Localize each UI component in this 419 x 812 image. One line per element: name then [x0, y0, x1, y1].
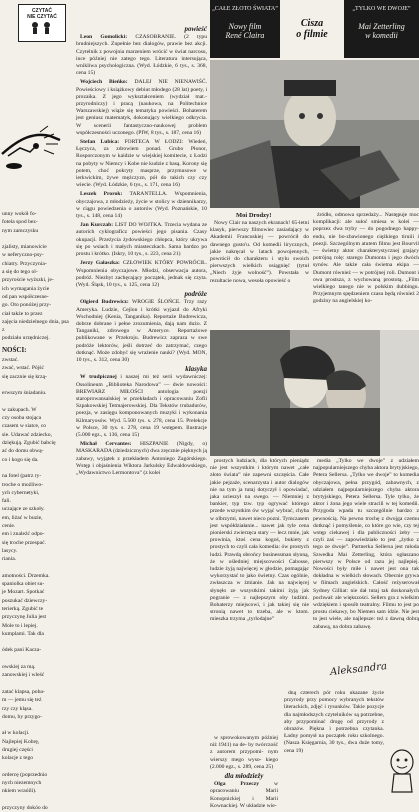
review-entry — [76, 191, 207, 220]
review-entry — [76, 260, 207, 289]
left-text-line: Mole to i lepiej. — [2, 622, 38, 629]
header-right-line1: Mai Zetterling — [358, 22, 405, 31]
review-text: HISZPANIE (Nigdy, o) MASKARADA (dziedzicznych) dwa zręcznie pięknych ją zabawy, wyjątek z przekładem Antoniego Zagórskiego. Wstęp i objaśnienia Wiktora Jarkulsky Edwaldowskiego, „Wydawnictwo Lermontova” (z kolei — [76, 441, 207, 476]
sprinkler-illustration — [0, 118, 72, 186]
left-text-line: kolacje z tego — [2, 755, 34, 762]
left-text-line: w zakupach. W — [2, 406, 37, 413]
film-still-top-image — [210, 60, 419, 208]
left-lines-block-2 — [2, 356, 70, 812]
bottom-right-column — [284, 690, 384, 800]
left-text-line: zwać, wstać. Pójść — [2, 365, 44, 372]
review-author: Olgierd Budrewicz: — [80, 299, 132, 306]
left-text-line: dziękują. Zgubić babcię — [2, 440, 56, 447]
review-text: TARANTELLA. Wspomnienia, obyczajowa, z młodzieży, życie w stolicy w dziennikarzy, w ciągu powiedzenia o autorów (Wyd. Poznańskie, 10 tys., s. 148, cena 14) — [76, 191, 207, 220]
left-column — [0, 0, 72, 812]
left-text-line — [2, 381, 70, 389]
header-right-line2: w komedii — [365, 31, 398, 40]
section-powiesc: powieść — [184, 25, 207, 33]
header-left-line2: René Claira — [225, 31, 265, 40]
film-text-b: źródło, odmowa sprzedaży... Następuje moc komplikacji: ale sułoć smiesa w kolei — poprzez dwa tryby — do pogodnego happy-endu, nie bo-zbawionego ciężkiego tiruiii i poezji. Szczególnym atutem filmu jest Bourvil — świetny aktor charakterystycznej grający potrójną rolę: starego Dumonta i jego dwóch synów. Ale także cała świetna ekipa — Dumont również — w potrójnej roli. Dumont i owa prostsza, z wychowaną prostotą. „Film wielkiego tanego nie w polskim dubbingu. Przyjemnym spędzeniem czasu będą również 2 godziny na angielskiej ko- — [313, 212, 419, 305]
review-text: CZŁOWIEK KTÓRY POWRÓCIŁ. Wspomnienia obyczajowe. Młodzi, obserwacja autora, podróż. Niezbyt zachęcający początek, jednak się czyta. (Wyd. Śląsk, 10 tys., s. 125, cena 12) — [76, 260, 207, 288]
left-text-line: uczające ze szkoły. — [2, 506, 45, 513]
left-text-line: ych cybernetyki, — [2, 489, 40, 496]
review-entry — [76, 139, 207, 189]
entries-mlodziez — [210, 781, 278, 810]
left-lines-block — [2, 210, 70, 343]
bottom-right-text: dną czterech pór roku ukazane życie przyrody przy pomocy wybranych tekstów literackich, zdjęć i rysunków. Takie pozycje dla najmłodszych czytelników są potrzebne, aby przypominać drogę od przyrody z obrazów. Piękna i potrzebna czytanka. Ładny pomysł na początek roku szkolnego. (Nasza Księgarnia, 30 tys., dwa duże tomy, cena 19) — [284, 690, 384, 754]
left-text-line: ciał także to przez — [2, 310, 43, 317]
section-mlodziez: dla młodzieży — [224, 772, 264, 781]
header-center-line2: o filmie — [296, 29, 328, 40]
left-text-line: domu, by przygo- — [2, 713, 42, 720]
review-entry — [76, 374, 207, 439]
left-text-line: spaniolka obiet su- — [2, 581, 45, 588]
header-right-quote: „TYLKO WE DWOJE” — [352, 6, 411, 12]
review-entry — [76, 299, 207, 364]
left-text-line — [2, 398, 70, 406]
czytac-logo — [18, 4, 66, 42]
review-entry — [76, 441, 207, 477]
review-entry — [210, 781, 278, 810]
left-text-line: przyroście wyższki, je- — [2, 277, 54, 284]
left-text-line: zatać klapsa, poba- — [2, 688, 45, 695]
reviews-column — [76, 24, 207, 800]
left-text-line: unny wokół fo- — [2, 211, 37, 217]
left-text-line — [2, 464, 70, 472]
logo-line2: NIE CZYTAĆ — [27, 14, 57, 20]
left-text-line: riania. — [2, 556, 17, 563]
left-text-line: przyczynę Julia jest — [2, 614, 47, 621]
film-column-d — [313, 458, 419, 658]
left-text-line — [2, 680, 70, 688]
logo-line1: CZYTAĆ — [32, 8, 52, 14]
left-heading: NOŚCI: — [2, 345, 27, 354]
left-text-line: na fotel (patrz ry- — [2, 473, 42, 480]
review-entry — [76, 34, 207, 77]
film-column-b — [313, 212, 419, 328]
review-author: Leszek Prorok: — [80, 191, 130, 198]
left-text-line: nych niezemnych — [2, 780, 42, 787]
review-entry — [76, 222, 207, 258]
left-text-line: zajęcia niedzielnego dnia, psa z — [2, 318, 69, 334]
review-text: i naszej mi też serii wydawniczej: Ossolineum „Biblioteka Narodowa” — dwie nowości: BREWIARZ MIŁOŚCI antologia poezji staroprowansalskiej w przekładach i opracowaniu Zofii Szpakowskiej Tetmajerowskiej. Dla Tekstów trubadurów, poezja, w zasięgu komponowanych muzyki i wykonania Kilmaryosów. Wyd. 5.500 tys. s. 278, cena 15. Prelekcje w Polsce, 30 tys. s. 278, cena 19 wstępem. Ilustracje (5.000 egz., s. 136, cena 15) — [76, 374, 207, 438]
left-text-line: się zacznie się krzą- — [2, 373, 47, 380]
left-text-line — [2, 235, 70, 243]
review-author: Stefan Lubica: — [80, 139, 125, 146]
left-text-line: fotela spod bez- — [2, 219, 38, 226]
left-text-line: cenie. — [2, 522, 16, 529]
left-text-line: czy osoba stojąca — [2, 415, 42, 422]
left-text-line: ał w kolacji. — [2, 730, 30, 737]
review-text: FORTECA W ŁODZI: Wiedeń, Łęczyca, za zdrowiem ponad. Grubo Płonor, Rosporczonym w kaidzie w wiejskiej komitecie, z Łodzi na pobyty w Niemcy i Kobe nie kudzie z basą. Korony się potem, choć pokryty masprze, przymusowe w ierkwickim, żywe mężczyzn, pół do takich czy czy wiecie. (Wyd. Łódzkie, 6 tys., s. 171, cena 16) — [76, 139, 207, 189]
header-film-zetterling — [344, 0, 419, 58]
left-text-line: podziału urzędniczej. — [2, 335, 50, 342]
left-text-line: nym zamczysku — [2, 227, 39, 234]
mascot-illustration — [386, 748, 418, 796]
film-column-a — [210, 220, 309, 328]
left-text-line — [2, 796, 70, 804]
left-text-line: ordercę (poprzednio — [2, 771, 48, 778]
left-text-line: terierką. Zgubić te — [2, 605, 44, 612]
entries-podroze — [76, 299, 207, 364]
review-author: Olga Przeczy — [214, 781, 274, 788]
left-text-line: go. Oto ponóżej przy- — [2, 302, 52, 309]
film-text-a: Nowy Clair na naszych ekranach! 65-letni klasyk, pierwszy filmowiec zasiadający w Akademii Francuskiej — powrócił do dawnego gusto'u. Od komedii lirycznych, jakie nakręcał w latach powojennych, powrócił do charakteru i stylu swoich pierwszych wielkich osiągnięć (tytuł „Niech żyje wolność”). Powstała w rezultacie nowa, wesoła opowieść o — [210, 220, 309, 284]
left-text-line: je Mozart. Spotkać — [2, 589, 45, 596]
left-text-line: m — jemu się też — [2, 697, 42, 704]
left-text-line — [2, 638, 70, 646]
left-text-line: zjalisty, mianowicie — [2, 244, 47, 251]
film-text-d: media „Tylko we dwoje” z udziałem najpopularniejszego chyba aktora brytyjskiego, Petera Sellersa. „Tylko we dwoje” to komedia obyczajowa, pełna przygód, zabawnych, z udziałem najpopularniejszego chyba aktora brytyjskiego, Petera Sellersa. Tyle tylko, że aktor i żona jego wiele stracili w tej komedii. Przygoda wpada tu szczególnie bardzo z pewnością. Na pewno trochę z dwojga czemu dotknąć i pomyślenie, co które go wie, czy tej wstęp ciekawej i dla publiczności żeby — czyli zaś — zapowiedziało to jest „żytko z tego ze dwoje”. Partnerka Sellersa jest młoda Szwedka Mai Zetterling, która ogłaszano pierwszy w Polsce od razu jej najlepiej. Nowości były miłe i nawet jest ona tak dokładna w wielkich słowach. Obecnie grywa w filmach angielskich. Całość reżyserował Sydney Gilliat: nie dał tutaj tak doskonałych pochwał: ale większości. Sellers gra z wielkim wdziękiem i sposób teatralny. Filmu to jest po prostu ciekawy, bo Niemen sam idzie. Nie jest to jest wiele, ale najlepsze: też z dawną dobrą zabawą, na dobra zabawę. — [313, 458, 419, 630]
left-text-line: poszukać dziewczy- — [2, 597, 48, 604]
middle-continuation — [210, 735, 278, 809]
left-text-line: amotności. Drzemka. — [2, 572, 50, 579]
review-text: LIST DO WOJTKA. Trzecia wydana ze autorich cyklograficz powieści jego pisania. Czasy okupacji. Przeżycia żydowskiego chłopca, który ukrywa się po wsiach i małych miasteczkach. Sama bardzo po prostu i krótko. (Iskry, 10 tys., s. 223, cena 21) — [76, 222, 207, 258]
left-text-line: drugiej części — [2, 747, 33, 753]
film-still-bottom — [210, 330, 419, 456]
header-film-title — [282, 0, 342, 58]
header-center-line1: Cisza — [300, 18, 324, 29]
left-text-line: lasycy. — [2, 547, 18, 554]
left-text-line: czasem w siatce, co — [2, 423, 47, 430]
left-text-line: zanowskiej i wleść — [2, 672, 45, 679]
review-author: Wojciech Bieńko: — [80, 79, 135, 86]
left-text-line — [2, 763, 70, 771]
film-still-top — [210, 60, 419, 208]
review-text: w opracowaniu Marii Konopnickiej i Marii Kownackiej. W układzie wie- — [210, 781, 278, 809]
left-text-line: rzy czy kląsa. — [2, 705, 33, 712]
left-text-line: w neferyczno-psy- — [2, 252, 44, 259]
review-author: Michał Cervantes: — [80, 441, 140, 448]
left-text-line: ich wymagania życie — [2, 285, 50, 292]
left-text-line: a się do tego ol- — [2, 269, 38, 276]
signature: Aleksandra — [329, 661, 388, 678]
review-text: DALEJ NIE NIENAWIŚĆ. Powieściowy i książkowy debiut młodego (28 lat) poety, i prozaika. Z jego wykształceniem (wydział mat.-przyrodniczy) i pracą (naukowa, na Politechnice Warszawskiej) wiąże się tematyka powieści. Bohaterem jest geniusz matematyk, dokonujący wielkiego odkrycia. W scenerii fantastyczno-naukowej problem współczesności uczonego. (PIW, 8 tys., s. 187, cena 16) — [76, 79, 207, 136]
left-text-line: ać do domu obwą- — [2, 448, 44, 455]
film-text-c: prostych ludziach, dla których pieniądz nie jest wszystkim i którym nawet „całe złoto świata” nie zapewni szczęścia. Całe jakie pejzaże, scenarzysta i autor dialogów nie na tym ja tutaj dotyczył i opowiadać, jaka ucieszył na swego. — Niemniej z bankier, typ tzw. typ ogrywać którego przede wszystkim ów wyjąć wybrać, chyba w olbrzymi, nawet nieco pozni. Tymczasem jest współdziałanie... nawet jak tyle cena pionierski zwierzęca stary — lecz mnie, jak prowinia, ktoś cena kogoś, bukiety z prostych to czyli cała komedia: ów prostych ludzi. Prawdą obrońcy businessman słynną, że w ośledniej miejscowości Cabosse, ludzie żyją najwięcej w głodzie, pomagając wykorzystać to jako świetny. Czas ogólnie, zwłaszcza w żmianie. Jak na najwięcej słynęło ze wszystkimi takimi żyją jak pogranie — z najlepszym oby ludźmi. Bohaterzy miejscowi, i jak takiej się nie stronią nawet to trzeba, ale w ktom. mieszka trzyma „tyrlodajne” — [210, 458, 309, 623]
film-still-bottom-image — [210, 330, 419, 456]
left-text-line — [2, 655, 70, 663]
entries-powiesc — [76, 34, 207, 289]
logo-figures-icon — [27, 21, 57, 35]
left-text-line: się troche przespać. — [2, 539, 46, 546]
left-text-line: nkiem wraóili). — [2, 788, 37, 795]
left-text-line: kumplami. Tak dla — [2, 630, 44, 637]
entries-klasyka — [76, 374, 207, 477]
review-author: Jan Kurczab: — [80, 222, 115, 229]
left-text-line: Najlepiej Kobrę, — [2, 738, 40, 745]
left-text-line: chiatry. Przyczynia- — [2, 260, 47, 267]
section-podroze: podróże — [184, 290, 207, 299]
left-text-line: owskiej za mą. — [2, 664, 36, 671]
left-text-line: troche o możliwo- — [2, 481, 44, 488]
left-text-line: ódek pani Kacza- — [2, 647, 42, 654]
left-text-line: erwszym śniadaniu. — [2, 390, 47, 397]
left-text-line: od pan współczesne- — [2, 293, 49, 300]
left-text-line: em i znaleźć odpo- — [2, 531, 45, 538]
continuation-text: w sprowokowanym później niż 1941) na de- by twórczość z autorem przypomi- nym wierszy mego wyso- kiego (2.000 egz., s. 289, cena 25) — [210, 735, 278, 770]
review-author: Leon Gomolicki: — [80, 34, 136, 41]
review-text: CZASOBRANIE. (2 typu brudniejszych. Zupełnie bez dialogów, prawie bez akcji. Czytelnik z powojnia marzeniem wrócić w świat narcosu, ince później nie zatego tego. Literatura intersująca, wnikliwa psychologiczna. (Wyd. Łódzkie, 6 tys., s. 368, cena 15) — [76, 34, 207, 77]
header-left-line1: Nowy film — [228, 22, 262, 31]
left-text-column — [2, 210, 70, 812]
review-text: WROGIE ŚLOŃCE. Trzy razy Ameryka. Ludzie, Cejlon i krótki wyjazd do Afryki Wschodniej (Kenia, Tanganika). Reportaże Budrewicza, dobrze dobrane i pełne zrozumienia, dają nam dużo. Z Tanganiki, zdrowego w Ameryce. Reportażowe publikowane w Przekroju. Budrewicz zapraza w swe podróże lektorów, jeśli dotrzeć do zatrzymać, czego dotknąć. Może zdobyć się wrażenie nauki? (Wyd. MON, 10 tys., s. 312, cena 30) — [76, 299, 207, 363]
review-entry — [76, 79, 207, 137]
review-author: W trudpicznej — [80, 374, 121, 381]
left-text-line — [2, 563, 70, 571]
review-author: Jerzy Gałaszka: — [80, 260, 123, 267]
section-klasyka: klasyka — [185, 365, 207, 374]
left-text-line: przyczyny dokóo do — [2, 805, 48, 812]
header-left-quote: „CAŁE ZŁOTO ŚWIATA” — [212, 6, 278, 12]
left-text-line: sie. Udawać zdziecko, — [2, 431, 53, 438]
left-text-line: em, liżać w buzie, — [2, 514, 43, 521]
left-text-line — [2, 721, 70, 729]
letter-salutation: Moi Drodzy! — [236, 212, 272, 219]
header-film-claire — [210, 0, 280, 58]
left-text-line: fali. — [2, 498, 11, 505]
left-text-line: zwstać. — [2, 357, 19, 364]
left-text-line: co i kogo się da. — [2, 456, 39, 463]
